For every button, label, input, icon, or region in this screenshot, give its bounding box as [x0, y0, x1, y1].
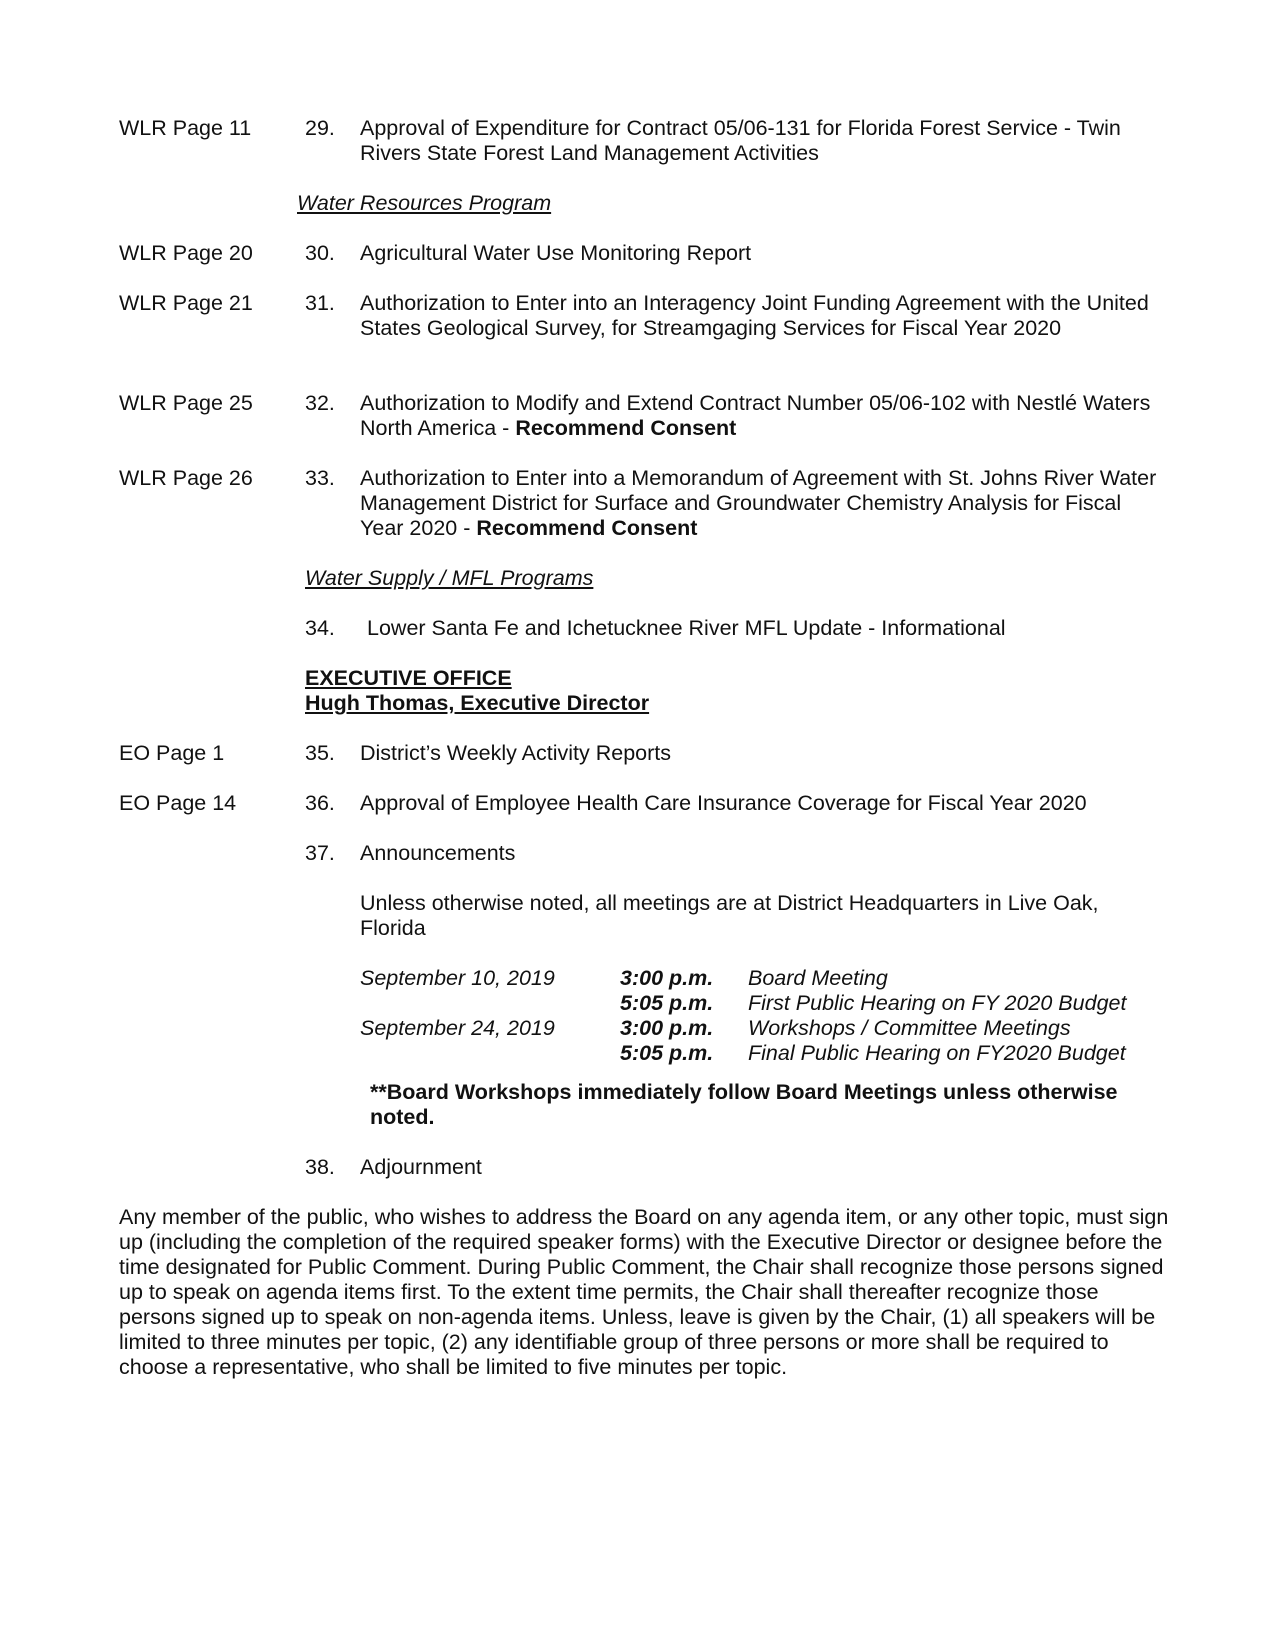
item-text: Lower Santa Fe and Ichetucknee River MFL Update - Informational: [367, 616, 1006, 640]
page-reference: EO Page 14: [119, 791, 237, 815]
item-number: 37.: [305, 841, 335, 865]
page-reference: EO Page 1: [119, 741, 225, 765]
page-reference: WLR Page 20: [119, 241, 253, 265]
item-text: Adjournment: [360, 1155, 482, 1179]
item-number: 31.: [305, 291, 335, 315]
item-number: 32.: [305, 391, 335, 415]
recommend-consent-label: Recommend Consent: [476, 516, 698, 540]
section-heading-water-supply: Water Supply / MFL Programs: [305, 566, 594, 590]
item-text: Authorization to Modify and Extend Contract Number 05/06-102 with Nestlé Waters North America - Recommend Consent: [360, 391, 1151, 440]
meeting-time: 5:05 p.m.: [620, 991, 714, 1015]
meeting-event: Final Public Hearing on FY2020 Budget: [748, 1041, 1126, 1065]
item-text: District’s Weekly Activity Reports: [360, 741, 672, 765]
section-heading-water-resources: Water Resources Program: [297, 191, 552, 215]
page-reference: WLR Page 21: [119, 291, 253, 315]
meeting-time: 5:05 p.m.: [620, 1041, 714, 1065]
meeting-time: 3:00 p.m.: [620, 966, 714, 990]
page-reference: WLR Page 26: [119, 466, 253, 490]
item-text: Approval of Employee Health Care Insurance Coverage for Fiscal Year 2020: [360, 791, 1087, 815]
page-reference: WLR Page 11: [119, 116, 252, 140]
executive-office-heading: EXECUTIVE OFFICE: [305, 666, 512, 690]
executive-director-heading: Hugh Thomas, Executive Director: [305, 691, 650, 715]
public-comment-paragraph: Any member of the public, who wishes to address the Board on any agenda item, or any other topic, must sign up (including the completion of the required speaker forms) with the Executive Director or designee before the time designated for Public Comment. During Public Comment, the Chair shall recognize those persons signed up to speak on agenda items first. To the extent time permits, the Chair shall thereafter recognize those persons signed up to speak on non-agenda items. Unless, leave is given by the Chair, (1) all speakers will be limited to three minutes per topic, (2) any identifiable group of three persons or more shall be required to choose a representative, who shall be limited to five minutes per topic.: [119, 1205, 1169, 1379]
item-text: Approval of Expenditure for Contract 05/06-131 for Florida Forest Service - Twin Rivers State Forest Land Management Activities: [360, 116, 1121, 165]
meeting-date: September 10, 2019: [360, 966, 555, 990]
meeting-event: Board Meeting: [748, 966, 888, 990]
page-reference: WLR Page 25: [119, 391, 253, 415]
meeting-time: 3:00 p.m.: [620, 1016, 714, 1040]
workshop-note: **Board Workshops immediately follow Board Meetings unless otherwise noted.: [370, 1080, 1118, 1129]
item-text: Authorization to Enter into a Memorandum of Agreement with St. Johns River Water Management District for Surface and Groundwater Chemistry Analysis for Fiscal Year 2020 - Recommend Consent: [360, 466, 1157, 540]
item-number: 35.: [305, 741, 335, 765]
item-text: Authorization to Enter into an Interagency Joint Funding Agreement with the United States Geological Survey, for Streamgaging Services for Fiscal Year 2020: [360, 291, 1149, 340]
meeting-event: Workshops / Committee Meetings: [748, 1016, 1071, 1040]
item-number: 30.: [305, 241, 335, 265]
item-number: 38.: [305, 1155, 335, 1179]
item-text: Agricultural Water Use Monitoring Report: [360, 241, 752, 265]
item-text: Announcements: [360, 841, 516, 865]
item-number: 33.: [305, 466, 335, 490]
meeting-date: September 24, 2019: [360, 1016, 555, 1040]
recommend-consent-label: Recommend Consent: [515, 416, 737, 440]
item-number: 34.: [305, 616, 335, 640]
meeting-event: First Public Hearing on FY 2020 Budget: [748, 991, 1127, 1015]
item-number: 36.: [305, 791, 335, 815]
announcement-intro: Unless otherwise noted, all meetings are at District Headquarters in Live Oak, Florida: [360, 891, 1099, 940]
item-number: 29.: [305, 116, 335, 140]
